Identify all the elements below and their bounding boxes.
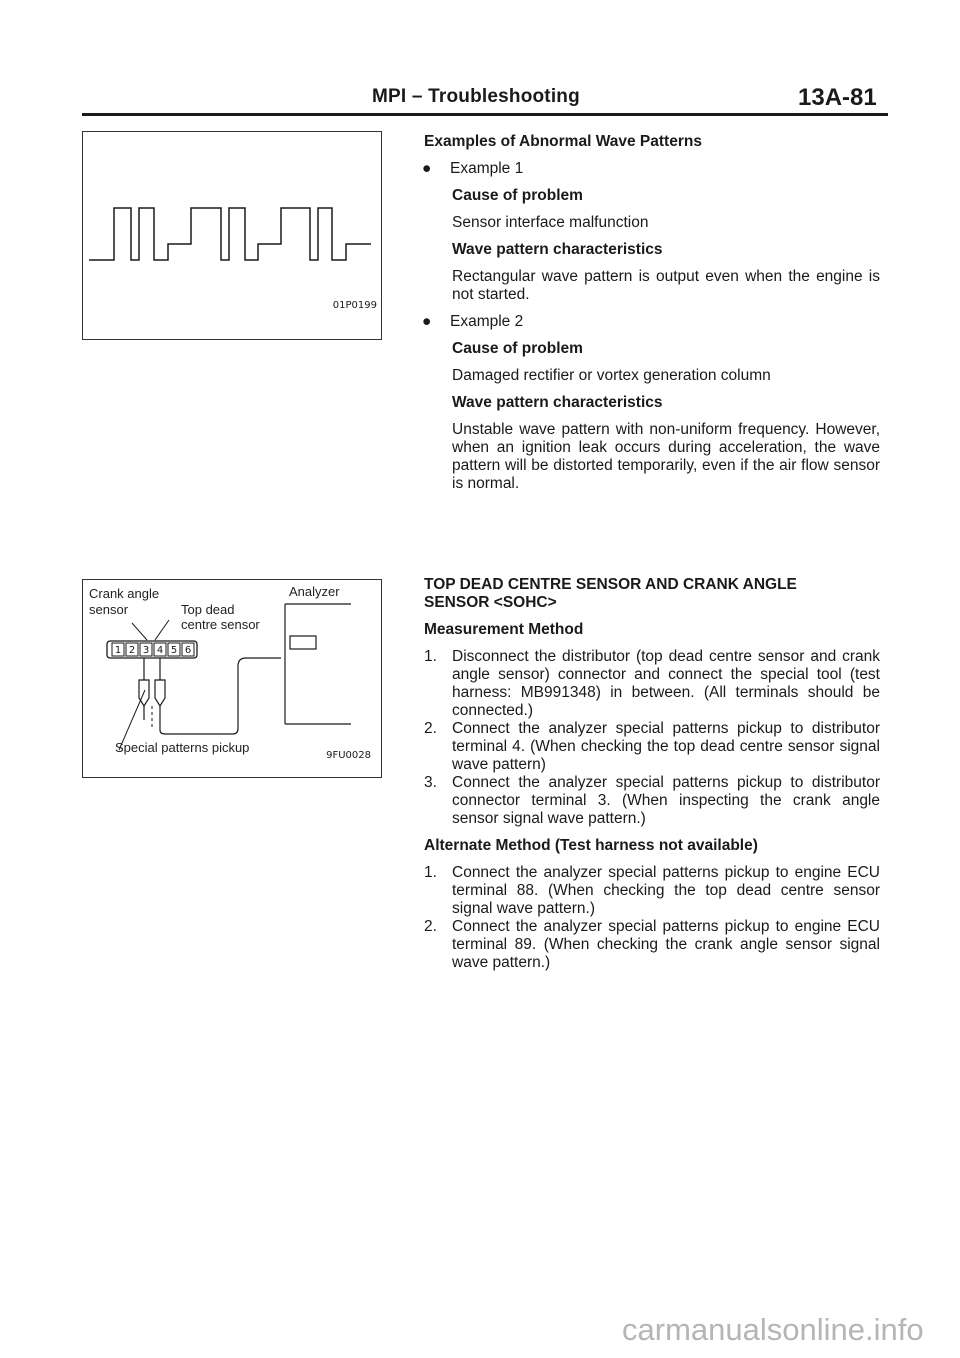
terminal-3: 3 [142,645,150,656]
terminal-4: 4 [156,645,164,656]
list-item: 1. Connect the analyzer special patterns pickup to engine ECU terminal 88. (When checking the top dead centre sensor signal wave pattern.) [424,864,880,917]
watermark: carmanualsonline.info [622,1312,924,1347]
list-item: 1. Disconnect the distributor (top dead centre sensor and crank angle sensor) connector and connect the special tool (test harness: MB991348) in between. (All terminals should be connected.) [424,648,880,719]
cause-heading: Cause of problem [452,187,583,204]
wave-heading: Wave pattern characteristics [452,241,663,258]
label-centre-sensor: centre sensor [181,617,260,632]
example-2 [422,313,880,331]
cause-text: Damaged rectifier or vortex generation column [452,367,771,384]
header-rule [82,113,888,116]
label-crank-angle: Crank angle [89,586,160,601]
sensor-measurement-section [424,576,880,972]
alternate-heading: Alternate Method (Test harness not available) [424,837,758,854]
analyzer-socket [290,636,316,649]
cause-text: Sensor interface malfunction [452,214,649,231]
list-item: 3. Connect the analyzer special patterns pickup to distributor connector terminal 3. (When inspecting the crank angle sensor signal wave pattern.) [424,774,880,827]
example-label: Example 1 [450,160,524,177]
label-analyzer: Analyzer [289,584,340,599]
alternate-steps [424,864,880,972]
list-item: 2. Connect the analyzer special patterns pickup to distributor terminal 4. (When checking the top dead centre sensor signal wave pattern) [424,720,880,773]
example-1 [422,160,880,178]
wave-heading: Wave pattern characteristics [452,394,663,411]
wave-text: Unstable wave pattern with non-uniform frequency. However, when an ignition leak occurs during acceleration, the wave pattern will be distorted temporarily, even if the air flow sensor is normal. [452,421,880,492]
section-heading: Examples of Abnormal Wave Patterns [424,133,702,150]
connection-diagram [82,579,382,778]
wave-text: Rectangular wave pattern is output even when the engine is not started. [452,268,880,303]
section-heading-line2: SENSOR <SOHC> [424,594,557,611]
terminal-6: 6 [184,645,192,656]
figure-code: 9FU0028 [326,750,371,761]
bullet-dot: ● [422,160,432,177]
abnormal-wave-section [424,133,880,493]
page-title: MPI – Troubleshooting [372,86,580,107]
cause-heading: Cause of problem [452,340,583,357]
label-top-dead: Top dead [181,602,235,617]
measurement-heading: Measurement Method [424,621,584,638]
list-item: 2. Connect the analyzer special patterns pickup to engine ECU terminal 89. (When checking the crank angle sensor signal wave pattern.) [424,918,880,971]
wave-pattern-figure [82,131,382,340]
measurement-steps [424,648,880,828]
example-label: Example 2 [450,313,524,330]
terminal-5: 5 [170,645,178,656]
label-sensor: sensor [89,602,129,617]
section-heading-line1: TOP DEAD CENTRE SENSOR AND CRANK ANGLE [424,576,797,593]
page-number: 13A-81 [798,84,877,111]
figure-code: 01P0199 [332,300,377,311]
bullet-dot: ● [422,313,432,330]
label-pickup: Special patterns pickup [115,740,250,755]
terminal-1: 1 [114,645,122,656]
terminal-2: 2 [128,645,136,656]
